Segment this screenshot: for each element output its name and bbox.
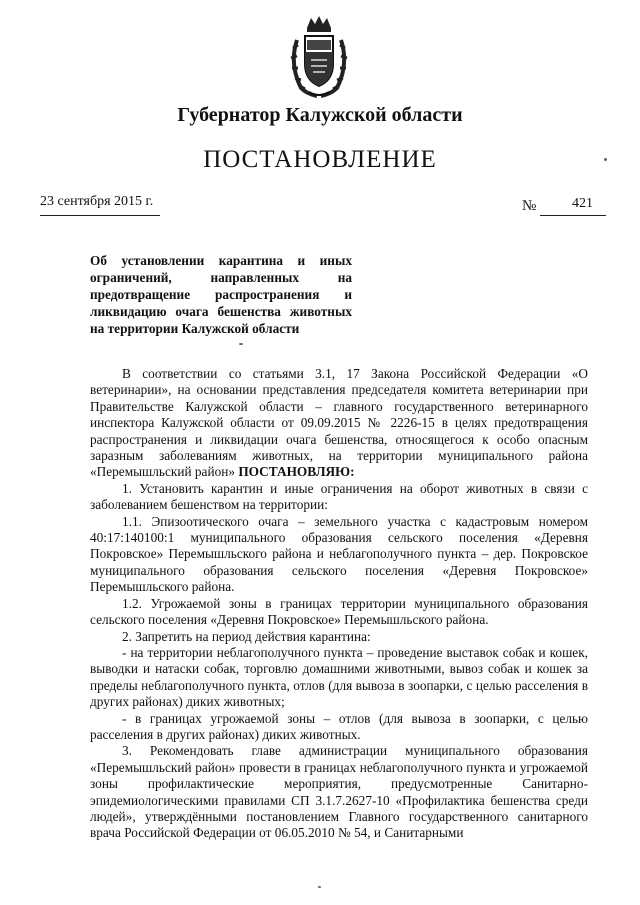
clause-1: 1. Установить карантин и иные ограничения на оборот животных в связи с заболеванием бешенством на территории: [90,480,588,513]
document-subject: Об установлении карантина и иных ограничений, направленных на предотвращение распространения и ликвидацию очага бешенства животных на территории Калужской области [90,253,352,336]
clause-2-item-b: - в границах угрожаемой зоны – отлов (для вывоза в зоопарки, с целью расселения в других районах) диких животных. [90,710,588,742]
clause-3: 3. Рекомендовать главе администрации муниципального образования «Перемышльский район» провести в границах неблагополучного пункта и угрожаемой зоны профилактические мероприятия, предусмотренные Санитарно-эпидемиологическими правилами СП 3.1.7.2627-10 «Профилактика бешенства среди людей», утверждёнными постановлением Главного государственного санитарного врача Российской Федерации от 06.05.2010 № 54, и Санитарными [90,743,588,841]
issuing-authority: Губернатор Калужской области [177,104,463,126]
clause-2-item-a: - на территории неблагополучного пункта – проведение выставок собак и кошек, выводки и натаски собак, торговлю домашними животными, вывоз собак и кошек за пределы неблагополучного пункта, отлов (для вывоза в зоопарки, с целью расселения в других районах) диких животных; [90,644,588,710]
preamble-paragraph [90,366,588,481]
preamble-text: В соответствии со статьями 3.1, 17 Закона Российской Федерации «О ветеринарии», на основании представления председателя комитета ветеринарии при Правительстве Калужской области – главного государственного ветеринарного инспектора Калужской области от 09.09.2015 № 2226-15 в целях предотвращения распространения и ликвидации очага бешенства, относящегося к особо опасным заразным заболеваниям животных, на территории муниципального района «Перемышльский район» [90,366,588,480]
number-underline [540,215,606,216]
document-body [90,366,588,842]
document-type-title: ПОСТАНОВЛЕНИЕ [203,146,437,173]
date-underline [40,215,160,216]
scan-speck [318,886,321,888]
scan-speck [604,158,607,161]
number-label: № [522,198,537,214]
coat-of-arms-emblem [287,14,351,98]
clause-1-2: 1.2. Угрожаемой зоны в границах территории муниципального образования сельского поселения «Деревня Покровское» Перемышльского района. [90,595,588,628]
scan-speck [239,343,243,345]
document-number: 421 [572,196,593,211]
resolve-word: ПОСТАНОВЛЯЮ: [238,464,355,480]
clause-1-1: 1.1. Эпизоотического очага – земельного участка с кадастровым номером 40:17:140100:1 муниципального образования сельского поселения «Деревня Покровское» Перемышльского района и неблагополучного пункта – дер. Покровское муниципального образования сельского поселения «Деревня Покровское» Перемышльского района. [90,513,588,595]
clause-2: 2. Запретить на период действия карантина: [122,628,371,644]
document-date: 23 сентября 2015 г. [40,194,154,209]
